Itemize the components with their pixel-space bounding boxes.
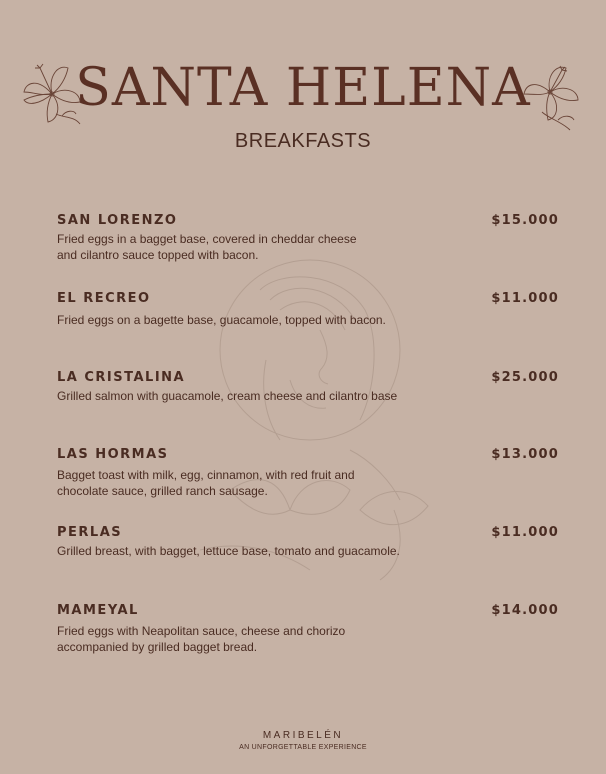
menu-item-description: Fried eggs in a bagget base, covered in cheddar cheese and cilantro sauce topped with bacon.	[57, 232, 357, 262]
menu-item-description: Grilled salmon with guacamole, cream cheese and cilantro base	[57, 389, 398, 403]
footer-brand: MARIBELÉN	[262, 730, 344, 741]
menu-item-price: $14.000	[491, 603, 559, 618]
woman-portrait-watermark-icon	[170, 250, 470, 590]
menu-item-price: $13.000	[491, 447, 559, 462]
menu-item-price: $15.000	[491, 213, 559, 228]
menu-item-name: LAS HORMAS	[57, 447, 169, 462]
menu-item-price: $11.000	[491, 525, 559, 540]
menu-item-price: $11.000	[491, 291, 559, 306]
menu-item-name: LA CRISTALINA	[57, 370, 186, 385]
menu-item-name: SAN LORENZO	[57, 213, 178, 228]
menu-item-description: Fried eggs with Neapolitan sauce, cheese and chorizo accompanied by grilled bagget bread.	[57, 624, 346, 654]
restaurant-title: SANTA HELENA	[75, 58, 531, 118]
menu-item-description: Grilled breast, with bagget, lettuce base, tomato and guacamole.	[57, 544, 400, 558]
menu-section-title: BREAKFASTS	[234, 130, 372, 152]
menu-item-name: PERLAS	[57, 525, 123, 540]
menu-item-name: MAMEYAL	[57, 603, 139, 618]
menu-item-description: Bagget toast with milk, egg, cinnamon, with red fruit and chocolate sauce, grilled ranch sausage.	[57, 468, 355, 498]
menu-item-price: $25.000	[491, 370, 559, 385]
footer-tagline: AN UNFORGETTABLE EXPERIENCE	[239, 744, 367, 751]
menu-item-name: EL RECREO	[57, 291, 151, 306]
menu-item-description: Fried eggs on a bagette base, guacamole, topped with bacon.	[57, 313, 386, 327]
